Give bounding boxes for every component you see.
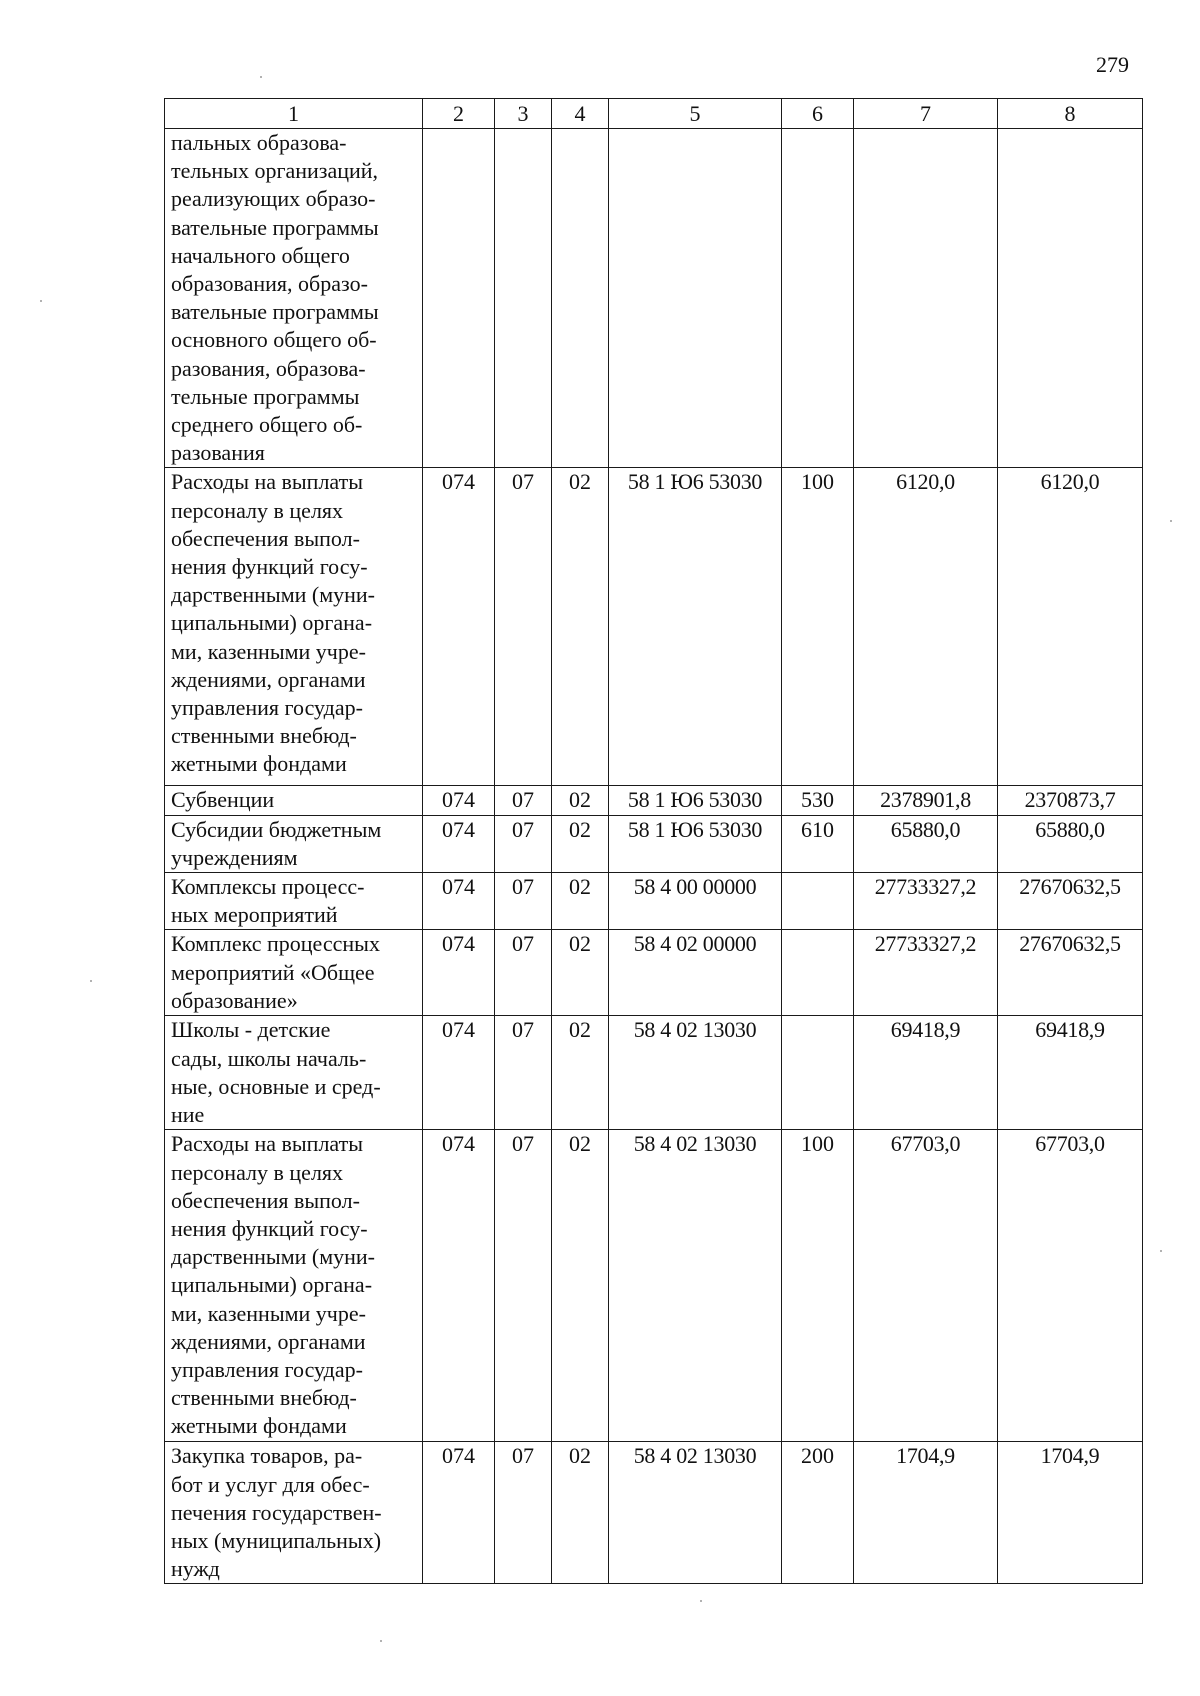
amount-year1-cell: 1704,9 xyxy=(854,1442,998,1584)
amount-year2-cell: 27670632,5 xyxy=(998,930,1143,1016)
scan-dust xyxy=(90,980,92,982)
subsection-code-cell: 02 xyxy=(552,786,609,815)
target-article-cell: 58 1 Ю6 53030 xyxy=(609,786,782,815)
amount-year1-cell: 27733327,2 xyxy=(854,873,998,930)
admin-code-cell: 074 xyxy=(423,786,495,815)
expense-type-cell xyxy=(782,129,854,468)
subsection-code-cell: 02 xyxy=(552,930,609,1016)
item-name-cell: Комплекс процессных мероприятий «Общее образование» xyxy=(165,930,423,1016)
table-row xyxy=(165,1130,1143,1442)
target-article-cell: 58 4 02 00000 xyxy=(609,930,782,1016)
table-row xyxy=(165,873,1143,930)
table-row xyxy=(165,930,1143,1016)
amount-year1-cell: 27733327,2 xyxy=(854,930,998,1016)
header-cell: 7 xyxy=(854,99,998,129)
section-code-cell: 07 xyxy=(495,1016,552,1130)
amount-year1-cell xyxy=(854,129,998,468)
subsection-code-cell: 02 xyxy=(552,873,609,930)
header-cell: 2 xyxy=(423,99,495,129)
subsection-code-cell: 02 xyxy=(552,1130,609,1442)
table-row xyxy=(165,1016,1143,1130)
amount-year1-cell: 6120,0 xyxy=(854,468,998,786)
amount-year2-cell: 1704,9 xyxy=(998,1442,1143,1584)
item-name-cell: пальных образова- тельных организаций, реализующих образо- вательные программы начального общего образования, образо- вательные программы основного общего об- разования, образова- тельные программы среднего общего об- разования xyxy=(165,129,423,468)
admin-code-cell: 074 xyxy=(423,815,495,872)
item-name-cell: Комплексы процесс- ных мероприятий xyxy=(165,873,423,930)
section-code-cell: 07 xyxy=(495,1442,552,1584)
admin-code-cell: 074 xyxy=(423,930,495,1016)
subsection-code-cell: 02 xyxy=(552,815,609,872)
target-article-cell: 58 4 02 13030 xyxy=(609,1442,782,1584)
admin-code-cell: 074 xyxy=(423,1130,495,1442)
subsection-code-cell: 02 xyxy=(552,1442,609,1584)
target-article-cell xyxy=(609,129,782,468)
header-cell: 8 xyxy=(998,99,1143,129)
amount-year1-cell: 65880,0 xyxy=(854,815,998,872)
table-row xyxy=(165,1442,1143,1584)
target-article-cell: 58 4 02 13030 xyxy=(609,1016,782,1130)
scan-dust xyxy=(40,300,42,302)
header-cell: 3 xyxy=(495,99,552,129)
target-article-cell: 58 4 00 00000 xyxy=(609,873,782,930)
section-code-cell xyxy=(495,129,552,468)
expense-type-cell: 100 xyxy=(782,468,854,786)
item-name-cell: Школы - детские сады, школы началь- ные, основные и сред- ние xyxy=(165,1016,423,1130)
amount-year2-cell: 65880,0 xyxy=(998,815,1143,872)
target-article-cell: 58 4 02 13030 xyxy=(609,1130,782,1442)
section-code-cell: 07 xyxy=(495,786,552,815)
scan-dust xyxy=(1160,1250,1162,1252)
admin-code-cell xyxy=(423,129,495,468)
expense-type-cell: 530 xyxy=(782,786,854,815)
amount-year2-cell: 6120,0 xyxy=(998,468,1143,786)
item-name-cell: Закупка товаров, ра- бот и услуг для обес- печения государствен- ных (муниципальных) нужд xyxy=(165,1442,423,1584)
expense-type-cell: 200 xyxy=(782,1442,854,1584)
header-cell: 5 xyxy=(609,99,782,129)
amount-year2-cell xyxy=(998,129,1143,468)
scan-dust xyxy=(700,1600,702,1602)
item-name-cell: Субсидии бюджетным учреждениям xyxy=(165,815,423,872)
section-code-cell: 07 xyxy=(495,815,552,872)
amount-year1-cell: 2378901,8 xyxy=(854,786,998,815)
header-cell: 1 xyxy=(165,99,423,129)
header-cell: 6 xyxy=(782,99,854,129)
budget-table xyxy=(164,98,1143,1584)
subsection-code-cell xyxy=(552,129,609,468)
expense-type-cell: 100 xyxy=(782,1130,854,1442)
table-row xyxy=(165,786,1143,815)
amount-year1-cell: 67703,0 xyxy=(854,1130,998,1442)
amount-year1-cell: 69418,9 xyxy=(854,1016,998,1130)
amount-year2-cell: 2370873,7 xyxy=(998,786,1143,815)
expense-type-cell xyxy=(782,930,854,1016)
section-code-cell: 07 xyxy=(495,873,552,930)
expense-type-cell: 610 xyxy=(782,815,854,872)
target-article-cell: 58 1 Ю6 53030 xyxy=(609,468,782,786)
admin-code-cell: 074 xyxy=(423,873,495,930)
amount-year2-cell: 69418,9 xyxy=(998,1016,1143,1130)
scan-dust xyxy=(260,76,262,78)
subsection-code-cell: 02 xyxy=(552,468,609,786)
section-code-cell: 07 xyxy=(495,468,552,786)
admin-code-cell: 074 xyxy=(423,1442,495,1584)
table-row xyxy=(165,468,1143,786)
admin-code-cell: 074 xyxy=(423,1016,495,1130)
item-name-cell: Расходы на выплаты персоналу в целях обеспечения выпол- нения функций госу- дарственными (муни- ципальными) органа- ми, казенными учре- ждениями, органами управления государ- ственными внебюд- жетными фондами xyxy=(165,1130,423,1442)
item-name-cell: Субвенции xyxy=(165,786,423,815)
section-code-cell: 07 xyxy=(495,930,552,1016)
expense-type-cell xyxy=(782,1016,854,1130)
subsection-code-cell: 02 xyxy=(552,1016,609,1130)
table-row xyxy=(165,129,1143,468)
page-number: 279 xyxy=(1096,52,1129,77)
amount-year2-cell: 27670632,5 xyxy=(998,873,1143,930)
table-header-row xyxy=(165,99,1143,129)
section-code-cell: 07 xyxy=(495,1130,552,1442)
scan-dust xyxy=(1170,520,1172,522)
amount-year2-cell: 67703,0 xyxy=(998,1130,1143,1442)
target-article-cell: 58 1 Ю6 53030 xyxy=(609,815,782,872)
table-body xyxy=(165,99,1143,1584)
header-cell: 4 xyxy=(552,99,609,129)
expense-type-cell xyxy=(782,873,854,930)
scan-dust xyxy=(380,1640,382,1642)
item-name-cell: Расходы на выплаты персоналу в целях обеспечения выпол- нения функций госу- дарственными (муни- ципальными) органа- ми, казенными учре- ждениями, органами управления государ- ственными внебюд- жетными фондами xyxy=(165,468,423,786)
admin-code-cell: 074 xyxy=(423,468,495,786)
table-row xyxy=(165,815,1143,872)
